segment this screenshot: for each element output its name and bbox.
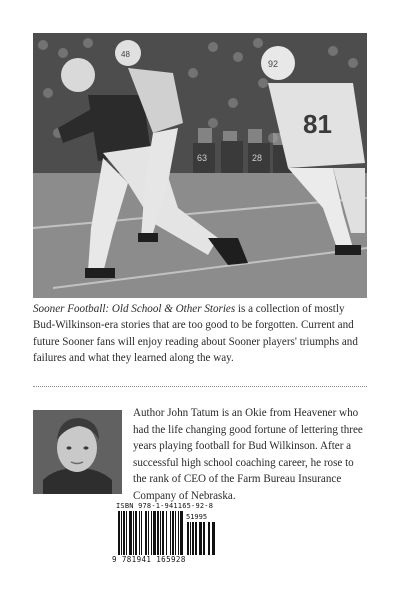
price-code: 51995 bbox=[186, 513, 208, 521]
section-divider bbox=[33, 386, 367, 387]
barcode-bar bbox=[135, 511, 137, 555]
barcode-bar bbox=[123, 511, 125, 555]
barcode-bar bbox=[162, 511, 164, 555]
barcode-bar bbox=[151, 511, 152, 555]
barcode-bar bbox=[172, 511, 174, 555]
barcode-bar bbox=[153, 511, 156, 555]
barcode-bars bbox=[112, 500, 218, 556]
barcode-bar bbox=[141, 511, 142, 555]
barcode-bar bbox=[178, 511, 179, 555]
barcode-bar bbox=[139, 511, 140, 555]
barcode-bar bbox=[187, 522, 189, 555]
sideline-number-28: 28 bbox=[252, 153, 263, 163]
barcode-bar bbox=[199, 522, 202, 555]
jersey-number-81: 81 bbox=[303, 109, 332, 139]
barcode-bar bbox=[203, 522, 205, 555]
book-title: Sooner Football: Old School & Other Stories bbox=[33, 303, 236, 315]
blurb-text: is a collection of mostly Bud-Wilkinson-era stories that are too good to be forgotten. Current and future Sooner fans will enjoy reading about Sooner players' triumphs and failures and what they learned along the way. bbox=[33, 303, 358, 364]
helmet-number-48: 48 bbox=[121, 50, 130, 59]
author-portrait-svg bbox=[33, 410, 122, 494]
barcode-bar bbox=[192, 522, 194, 555]
isbn-barcode bbox=[112, 500, 218, 566]
book-blurb bbox=[33, 301, 367, 366]
barcode-bar bbox=[166, 511, 167, 555]
barcode-bar bbox=[126, 511, 127, 555]
barcode-bar bbox=[133, 511, 134, 555]
barcode-bar bbox=[121, 511, 122, 555]
barcode-bar bbox=[190, 522, 191, 555]
barcode-bar bbox=[129, 511, 132, 555]
author-portrait bbox=[33, 410, 122, 494]
barcode-bar bbox=[148, 511, 149, 555]
barcode-bar bbox=[175, 511, 176, 555]
sideline-number-63: 63 bbox=[197, 153, 208, 163]
barcode-bar bbox=[157, 511, 159, 555]
barcode-bar bbox=[180, 511, 183, 555]
barcode-digits: 9 781941 165928 bbox=[112, 555, 186, 564]
barcode-bar bbox=[170, 511, 171, 555]
author-bio: Author John Tatum is an Okie from Heavener who had the life changing good fortune of lettering three years playing football for Bud Wilkinson. After a successful high school coaching career, he rose to the rank of CEO of the Farm Bureau Insurance Company of Nebraska. bbox=[133, 407, 363, 502]
isbn-label: ISBN 978-1-941165-92-8 bbox=[116, 502, 214, 510]
barcode-bar bbox=[118, 511, 120, 555]
helmet-number-92: 92 bbox=[268, 59, 279, 69]
barcode-bar bbox=[208, 522, 210, 555]
football-scene-svg bbox=[33, 33, 367, 298]
football-action-photo bbox=[33, 33, 367, 298]
barcode-bar bbox=[160, 511, 161, 555]
barcode-bar bbox=[212, 522, 215, 555]
barcode-bar bbox=[195, 522, 197, 555]
barcode-bar bbox=[145, 511, 147, 555]
